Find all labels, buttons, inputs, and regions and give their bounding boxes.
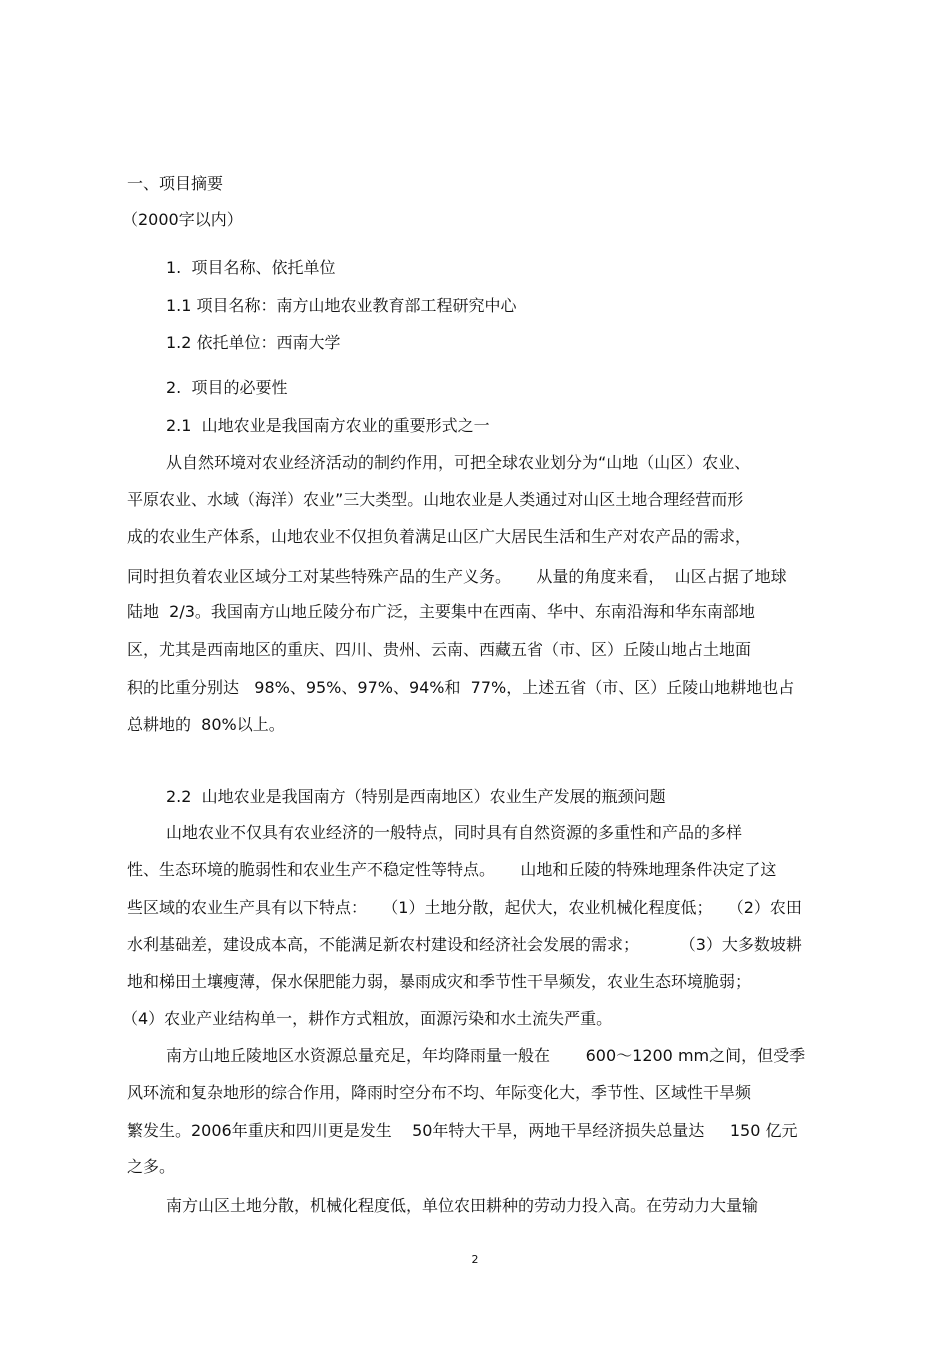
heading-2-2: 2.2 山地农业是我国南方（特别是西南地区）农业生产发展的瓶颈问题 — [166, 787, 666, 806]
project-name: 1.1 项目名称：南方山地农业教育部工程研究中心 — [166, 296, 517, 315]
paragraph-line: 同时担负着农业区域分工对某些特殊产品的生产义务。 从量的角度来看， 山区占据了地球 — [127, 567, 787, 586]
page-number: 2 — [471, 1253, 479, 1266]
paragraph-line: 从自然环境对农业经济活动的制约作用，可把全球农业划分为“山地（山区）农业、 — [166, 453, 751, 472]
paragraph-line: 区，尤其是西南地区的重庆、四川、贵州、云南、西藏五省（市、区）丘陵山地占土地面 — [127, 640, 752, 659]
paragraph-line: 风环流和复杂地形的综合作用，降雨时空分布不均、年际变化大，季节性、区域性干旱频 — [127, 1083, 752, 1102]
host-unit: 1.2 依托单位：西南大学 — [166, 333, 341, 352]
heading-2: 2. 项目的必要性 — [166, 378, 288, 397]
paragraph-line: 繁发生。2006年重庆和四川更是发生 50年特大干旱，两地干旱经济损失总量达 150 亿元 — [127, 1121, 798, 1140]
word-limit-note: （2000字以内） — [122, 210, 243, 229]
paragraph-line: 之多。 — [127, 1157, 176, 1176]
paragraph-line: 成的农业生产体系，山地农业不仅担负着满足山区广大居民生活和生产对农产品的需求， — [127, 527, 752, 546]
paragraph-line: （4）农业产业结构单一，耕作方式粗放，面源污染和水土流失严重。 — [122, 1009, 613, 1028]
paragraph-line: 陆地 2/3。我国南方山地丘陵分布广泛，主要集中在西南、华中、东南沿海和华东南部地 — [127, 602, 755, 621]
paragraph-line: 水利基础差，建设成本高，不能满足新农村建设和经济社会发展的需求； （3）大多数坡耕 — [127, 935, 802, 954]
paragraph-line: 些区域的农业生产具有以下特点： （1）土地分散，起伏大，农业机械化程度低； （2）农田 — [127, 898, 802, 917]
paragraph-line: 性、生态环境的脆弱性和农业生产不稳定性等特点。 山地和丘陵的特殊地理条件决定了这 — [127, 860, 777, 879]
paragraph-line: 平原农业、水域（海洋）农业”三大类型。山地农业是人类通过对山区土地合理经营而形 — [127, 490, 744, 509]
paragraph-line: 地和梯田土壤瘦薄，保水保肥能力弱，暴雨成灾和季节性干旱频发，农业生态环境脆弱； — [127, 972, 752, 991]
paragraph-line: 山地农业不仅具有农业经济的一般特点，同时具有自然资源的多重性和产品的多样 — [166, 823, 743, 842]
heading-1: 1. 项目名称、依托单位 — [166, 258, 336, 277]
paragraph-line: 积的比重分别达 98%、95%、97%、94%和 77%，上述五省（市、区）丘陵山地耕地也占 — [127, 678, 795, 697]
paragraph-line: 总耕地的 80%以上。 — [127, 715, 285, 734]
section-title: 一、项目摘要 — [127, 174, 224, 193]
paragraph-line: 南方山地丘陵地区水资源总量充足，年均降雨量一般在 600～1200 mm之间，但受季 — [166, 1046, 806, 1065]
paragraph-line: 南方山区土地分散，机械化程度低，单位农田耕种的劳动力投入高。在劳动力大量输 — [166, 1196, 759, 1215]
heading-2-1: 2.1 山地农业是我国南方农业的重要形式之一 — [166, 416, 490, 435]
